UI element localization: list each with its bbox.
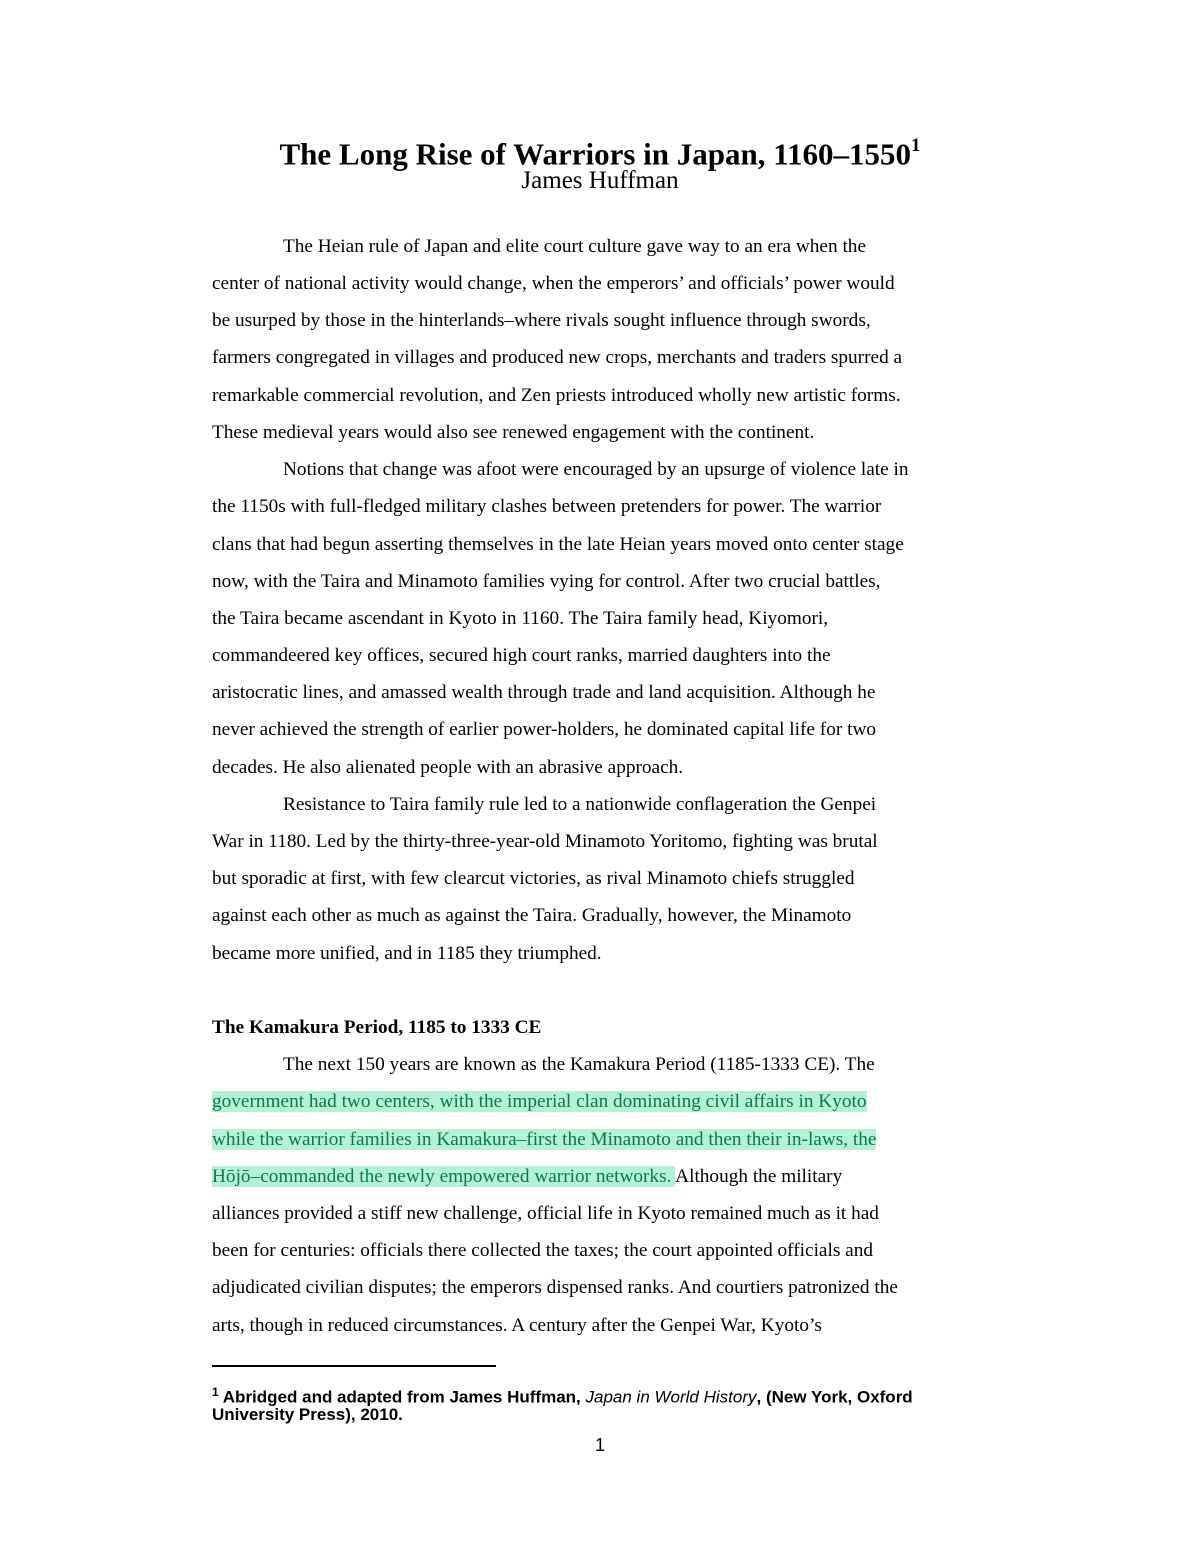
body-line: the 1150s with full-fledged military clashes between pretenders for power. The warrior bbox=[212, 496, 882, 517]
body-line: be usurped by those in the hinterlands–where rivals sought influence through swords, bbox=[212, 310, 871, 331]
body-line: arts, though in reduced circumstances. A century after the Genpei War, Kyoto’s bbox=[212, 1315, 822, 1336]
body-line: Notions that change was afoot were encouraged by an upsurge of violence late in bbox=[283, 459, 909, 480]
body-line: remarkable commercial revolution, and Zen priests introduced wholly new artistic forms. bbox=[212, 385, 901, 406]
footnote-separator bbox=[212, 1365, 496, 1367]
body-line: These medieval years would also see renewed engagement with the continent. bbox=[212, 422, 815, 443]
page-number: 1 bbox=[594, 1435, 605, 1455]
body-line: been for centuries: officials there collected the taxes; the court appointed officials and bbox=[212, 1240, 874, 1261]
body-line: decades. He also alienated people with an abrasive approach. bbox=[212, 757, 684, 778]
section-heading: The Kamakura Period, 1185 to 1333 CE bbox=[212, 1017, 542, 1038]
title-footnote-mark[interactable]: 1 bbox=[911, 135, 921, 156]
body-line: the Taira became ascendant in Kyoto in 1160. The Taira family head, Kiyomori, bbox=[212, 608, 829, 629]
footnote-book-title: Japan in World History bbox=[585, 1387, 757, 1407]
footnote-mark: 1 bbox=[212, 1385, 219, 1399]
body-line: The next 150 years are known as the Kamakura Period (1185-1333 CE). The bbox=[283, 1054, 875, 1075]
body-line: Resistance to Taira family rule led to a nationwide conflageration the Genpei bbox=[283, 794, 877, 815]
body-line bbox=[212, 1128, 876, 1152]
title-text: The Long Rise of Warriors in Japan, 1160–1550 bbox=[279, 136, 912, 172]
body-line bbox=[212, 1165, 842, 1189]
body-line: never achieved the strength of earlier power-holders, he dominated capital life for two bbox=[212, 719, 877, 740]
body-line: aristocratic lines, and amassed wealth through trade and land acquisition. Although he bbox=[212, 682, 876, 703]
body-line: adjudicated civilian disputes; the emperors dispensed ranks. And courtiers patronized the bbox=[212, 1277, 898, 1298]
body-line: The Heian rule of Japan and elite court culture gave way to an era when the bbox=[283, 236, 867, 257]
body-line: War in 1180. Led by the thirty-three-year-old Minamoto Yoritomo, fighting was brutal bbox=[212, 831, 878, 852]
body-line: now, with the Taira and Minamoto families vying for control. After two crucial battles, bbox=[212, 571, 881, 592]
document-author: James Huffman bbox=[521, 167, 679, 194]
body-text: Although the military bbox=[675, 1166, 843, 1187]
body-line: alliances provided a stiff new challenge, official life in Kyoto remained much as it had bbox=[212, 1203, 879, 1224]
body-line: against each other as much as against the Taira. Gradually, however, the Minamoto bbox=[212, 905, 852, 926]
body-line: center of national activity would change, when the emperors’ and officials’ power would bbox=[212, 273, 895, 294]
footnote-suffix: , (New York, Oxford bbox=[756, 1387, 913, 1407]
body-line: farmers congregated in villages and produced new crops, merchants and traders spurred a bbox=[212, 347, 903, 368]
body-line: clans that had begun asserting themselves in the late Heian years moved onto center stage bbox=[212, 534, 904, 555]
highlighted-text[interactable]: Hōjō–commanded the newly empowered warrior networks. bbox=[212, 1166, 676, 1187]
highlighted-text[interactable]: while the warrior families in Kamakura–first the Minamoto and then their in-laws, the bbox=[212, 1129, 877, 1150]
footnote-prefix: Abridged and adapted from James Huffman, bbox=[218, 1387, 586, 1407]
footnote-line-2: University Press), 2010. bbox=[212, 1405, 403, 1424]
body-line: commandeered key offices, secured high court ranks, married daughters into the bbox=[212, 645, 831, 666]
body-line bbox=[212, 1090, 867, 1114]
body-line: became more unified, and in 1185 they triumphed. bbox=[212, 943, 602, 964]
body-line: but sporadic at first, with few clearcut victories, as rival Minamoto chiefs struggled bbox=[212, 868, 855, 889]
highlighted-text[interactable]: government had two centers, with the imperial clan dominating civil affairs in Kyoto bbox=[212, 1091, 867, 1112]
